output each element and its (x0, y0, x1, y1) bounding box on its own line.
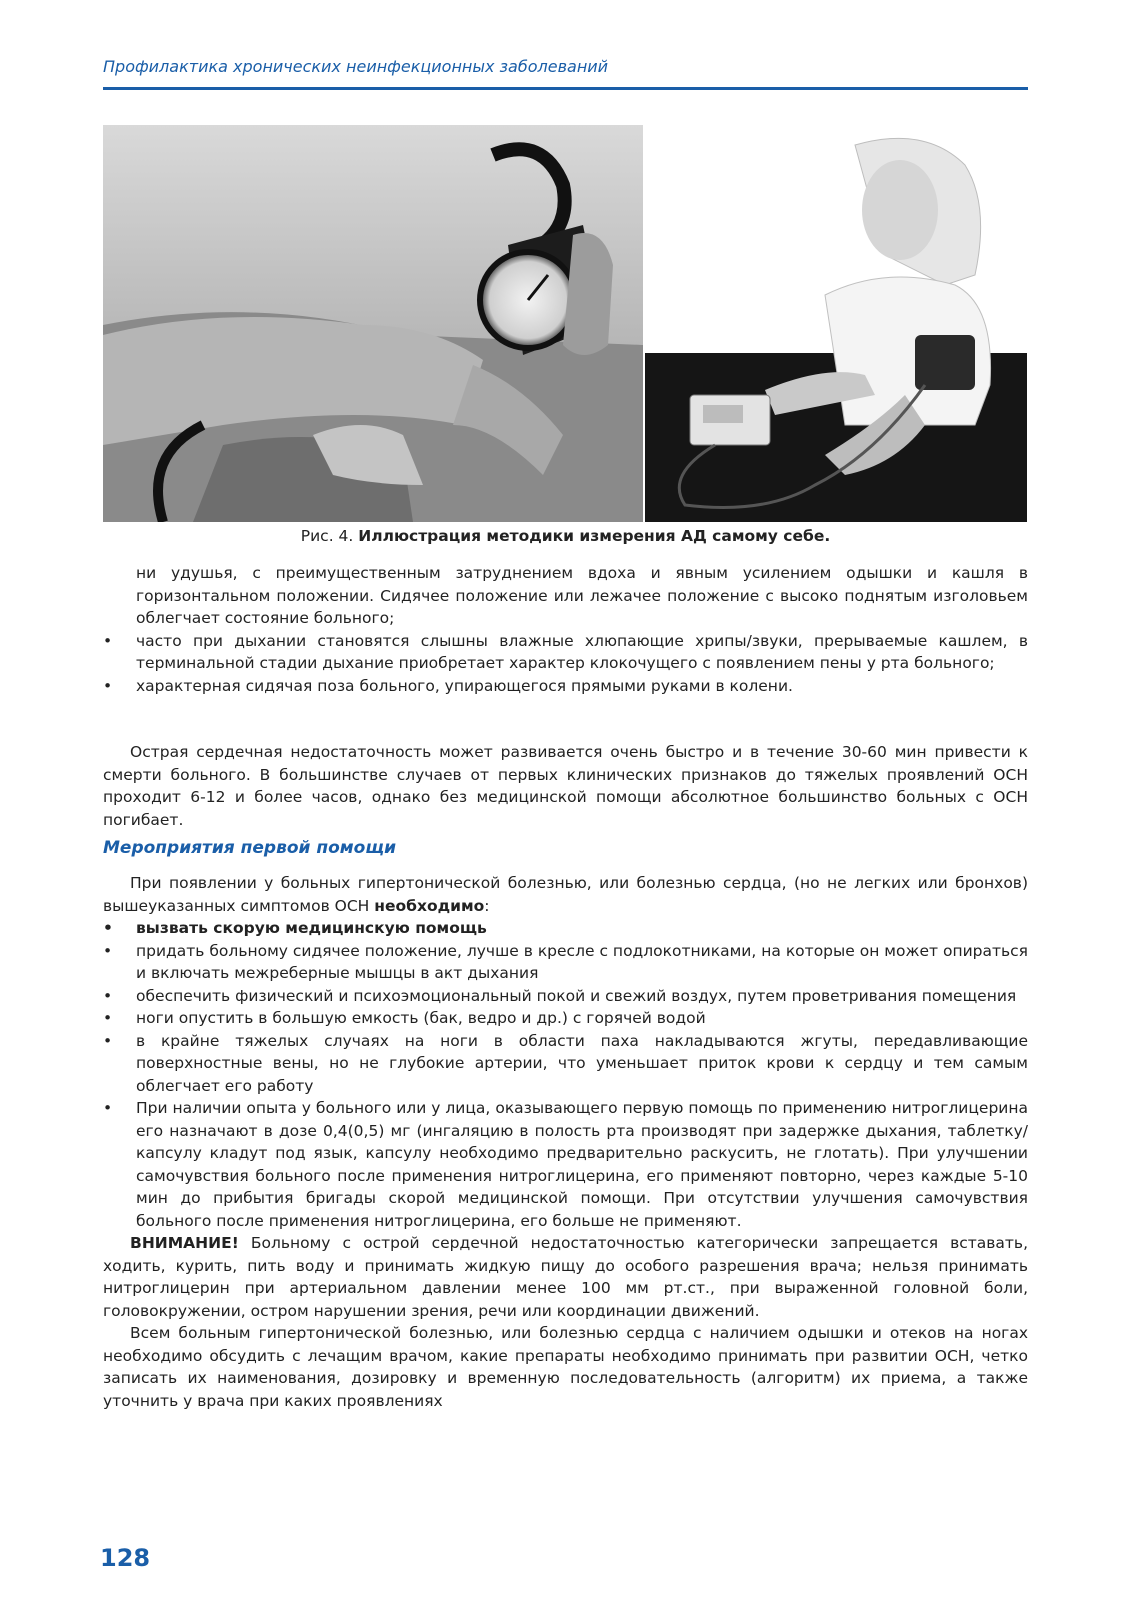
list-item: • При наличии опыта у больного или у лица, оказывающего первую помощь по применению нитроглицерина его назначают в дозе 0,4(0,5) мг (ингаляцию в полость рта производят при задержке дыхания, таблетку/капсулу кладут под язык, капсулу необходимо предварительно раскусить, не глотать). При улучшении самочувствия больного после применения нитроглицерина, его применяют повторно, через каждые 5-10 мин до прибытия бригады скорой медицинской помощи. При отсутствии улучшения самочувствия больного после применения нитроглицерина, его больше не применяют. (103, 1097, 1028, 1232)
header-rule (103, 87, 1028, 90)
intro-bold: необходимо (374, 896, 485, 915)
list-continuation: ни удушья, с преимущественным затруднением вдоха и явным усилением одышки и кашля в горизонтальном положении. Сидячее положение или лежачее положение с высоко поднятым изголовьем облегчает состояние больного; (136, 564, 1028, 627)
final-paragraph: Всем больным гипертонической болезнью, или болезнью сердца с наличием одышки и отеков на ногах необходимо обсудить с лечащим врачом, какие препараты необходимо принимать при развитии ОСН, четко записать их наименования, дозировку и временную последовательность (алгоритм) их приема, а также уточнить у врача при каких проявлениях (103, 1324, 1028, 1410)
intro-paragraph (103, 872, 1028, 917)
paragraph-acute-failure: Острая сердечная недостаточность может развивается очень быстро и в течение 30-60 мин привести к смерти больного. В большинстве случаев от первых клинических признаков до тяжелых проявлений ОСН проходит 6-12 и более часов, однако без медицинской помощи абсолютное большинство больных с ОСН погибает. (103, 743, 1028, 829)
list-item: • характерная сидячая поза больного, упирающегося прямыми руками в колени. (103, 675, 1028, 698)
figure-caption-prefix: Рис. 4. (300, 527, 359, 545)
section-heading: Мероприятия первой помощи (103, 838, 397, 858)
list-item: • обеспечить физический и психоэмоциональный покой и свежий воздух, путем проветривания помещения (103, 985, 1028, 1008)
list-item: • придать больному сидячее положение, лучше в кресле с подлокотниками, на которые он может опираться и включать межреберные мышцы в акт дыхания (103, 940, 1028, 985)
list-item: • вызвать скорую медицинскую помощь (103, 917, 1028, 940)
list-item: • ноги опустить в большую емкость (бак, ведро и др.) с горячей водой (103, 1007, 1028, 1030)
intro-tail: : (484, 896, 490, 915)
symptoms-list (103, 562, 1028, 697)
warning-text: Больному с острой сердечной недостаточностью категорически запрещается вставать, ходить, курить, пить воду и принимать жидкую пищу до особого разрешения врача; нельзя принимать нитроглицерин при артериальном давлении менее 100 мм рт.ст., при выраженной головной боли, головокружении, остром нарушении зрения, речи или координации движений. (103, 1234, 1028, 1320)
warning-paragraph (103, 1232, 1028, 1322)
first-aid-section (103, 872, 1028, 1412)
list-item: • в крайне тяжелых случаях на ноги в области паха накладываются жгуты, передавливающие поверхностные вены, но не глубокие артерии, что уменьшает приток крови к сердцу и тем самым облегчает его работу (103, 1030, 1028, 1098)
figure-photos (103, 125, 1027, 522)
photo-automatic-tonometer (645, 125, 1027, 522)
figure-caption-title: Иллюстрация методики измерения АД самому себе. (358, 527, 831, 545)
figure-caption (0, 527, 1131, 545)
warning-label: ВНИМАНИЕ! (130, 1234, 239, 1252)
page-number: 128 (100, 1544, 151, 1572)
running-header: Профилактика хронических неинфекционных заболеваний (103, 57, 609, 76)
list-item: • часто при дыхании становятся слышны влажные хлюпающие хрипы/звуки, прерываемые кашлем, в терминальной стадии дыхание приобретает характер клокочущего с появлением пены у рта больного; (103, 630, 1028, 675)
photo-manual-tonometer (103, 125, 643, 522)
intro-text: При появлении у больных гипертонической болезнью, или болезнью сердца, (но не легких или бронхов) вышеуказанных симптомов ОСН (103, 874, 1028, 915)
